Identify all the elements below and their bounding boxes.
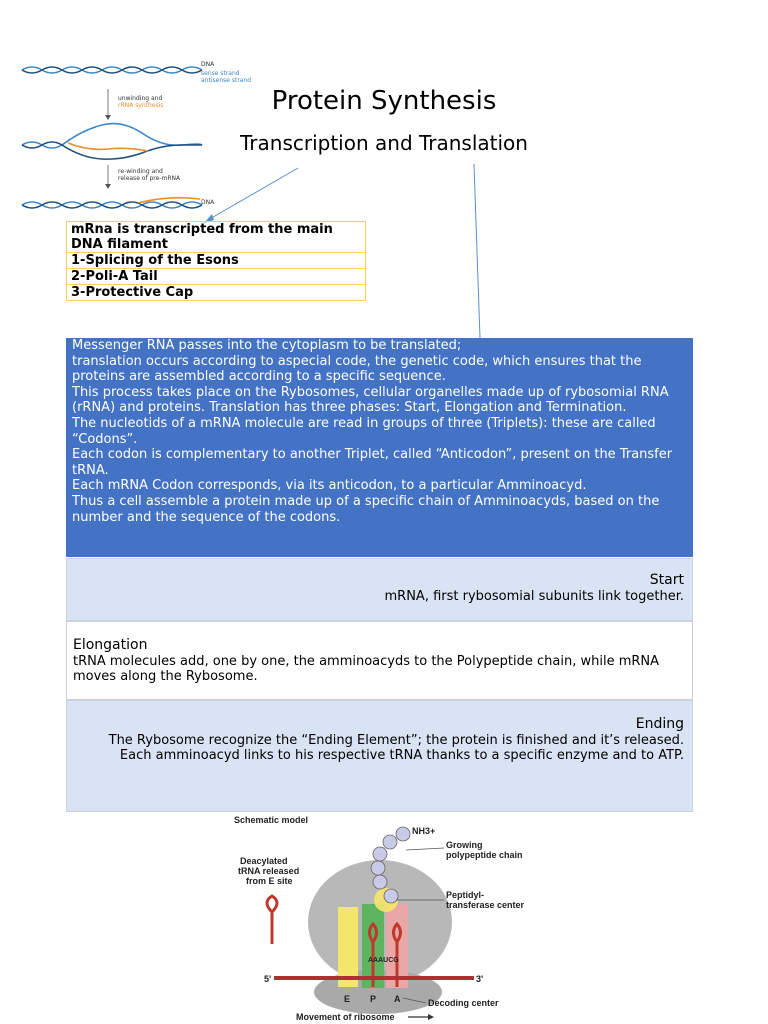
translation-paragraph: The nucleotids of a mRNA molecule are read in groups of three (Triplets): these are called “Codons”.	[72, 415, 656, 447]
mrna-step-1: 1-Splicing of the Esons	[66, 252, 366, 269]
translation-paragraph: Each mRNA Codon corresponds, via its anticodon, to a particular Amminoacyd.	[72, 478, 587, 494]
phase-start-heading: Start	[649, 572, 684, 588]
deacylated-label-2: tRNA released	[238, 866, 300, 876]
ribosome-figure	[228, 812, 528, 1024]
site-a: A	[394, 994, 401, 1004]
deacylated-label-1: Deacylated	[240, 856, 288, 866]
phase-elongation-text: tRNA molecules add, one by one, the amminoacyds to the Polypeptide chain, while mRNA moves along the Rybosome.	[73, 653, 660, 685]
peptidyl-label-2: transferase center	[446, 900, 525, 910]
rna-synthesis-label: rRNA synthesis	[118, 102, 164, 109]
amino-acid	[396, 827, 410, 841]
nh3-label: NH3+	[412, 826, 436, 836]
codon-sequence: AAAUCG	[368, 957, 399, 964]
antisense-strand-label: antisense strand	[201, 77, 252, 84]
phase-elongation-heading: Elongation	[73, 637, 148, 653]
amino-acid	[373, 847, 387, 861]
five-prime-label: 5'	[264, 974, 272, 984]
sense-strand-label: sense strand	[201, 70, 240, 77]
mrna-steps-list	[66, 221, 366, 301]
translation-paragraph: Messenger RNA passes into the cytoplasm to be translated;	[72, 338, 462, 353]
decoding-center-label: Decoding center	[428, 998, 499, 1008]
dna-label-top: DNA	[201, 61, 215, 68]
three-prime-label: 3'	[476, 974, 484, 984]
growing-label-1: Growing	[446, 840, 483, 850]
site-e: E	[344, 994, 351, 1004]
release-label: release of pre-mRNA	[118, 175, 181, 182]
mrna-intro: mRna is transcripted from the main DNA filament	[66, 221, 366, 253]
phase-start-text: mRNA, first rybosomial subunits link together.	[384, 588, 684, 604]
site-p: P	[370, 994, 377, 1004]
translation-paragraph: translation occurs according to aspecial code, the genetic code, which ensures that the proteins are assembled according to a specific sequence.	[72, 353, 642, 385]
translation-paragraph: Thus a cell assemble a protein made up of a specific chain of Amminoacyds, based on the number and the sequence of the codons.	[72, 493, 660, 525]
mrna-step-2: 2-Poli-A Tail	[66, 268, 366, 285]
dna-label-bottom: DNA	[201, 199, 215, 206]
amino-acid	[371, 861, 385, 875]
phase-start-panel	[66, 558, 693, 621]
amino-acid	[383, 835, 397, 849]
peptidyl-label-1: Peptidyl-	[446, 890, 485, 900]
released-trna-icon	[267, 896, 277, 944]
phase-ending-line-2: Each amminoacyd links to his respective tRNA thanks to a specific enzyme and to ATP.	[119, 748, 684, 764]
figure-title: Schematic model	[234, 815, 309, 825]
growing-label-2: polypeptide chain	[446, 850, 523, 860]
page-title: Protein Synthesis	[271, 86, 497, 116]
unwinding-label: unwinding and	[118, 95, 163, 102]
mrna-step-3: 3-Protective Cap	[66, 284, 366, 301]
deacylated-label-3: from E site	[246, 876, 293, 886]
phase-ending-panel	[66, 700, 693, 812]
amino-acid	[373, 875, 387, 889]
page-subtitle: Transcription and Translation	[240, 131, 528, 155]
rewinding-label: re-winding and	[118, 168, 163, 175]
translation-paragraph: Each codon is complementary to another Triplet, called “Anticodon”, present on the Transfer tRNA.	[72, 447, 673, 478]
phase-elongation-panel	[66, 621, 693, 700]
phase-ending-heading: Ending	[635, 716, 684, 732]
movement-label: Movement of ribosome	[296, 1012, 395, 1022]
phase-ending-line-1: The Rybosome recognize the “Ending Element”; the protein is finished and it’s released.	[108, 732, 684, 748]
translation-paragraph: This process takes place on the Rybosomes, cellular organelles made up of rybosomial RNA (rRNA) and proteins. Translation has three phases: Start, Elongation and Termination.	[72, 384, 669, 416]
e-site-trna	[338, 907, 358, 987]
amino-acid	[384, 889, 398, 903]
translation-description	[66, 338, 693, 557]
